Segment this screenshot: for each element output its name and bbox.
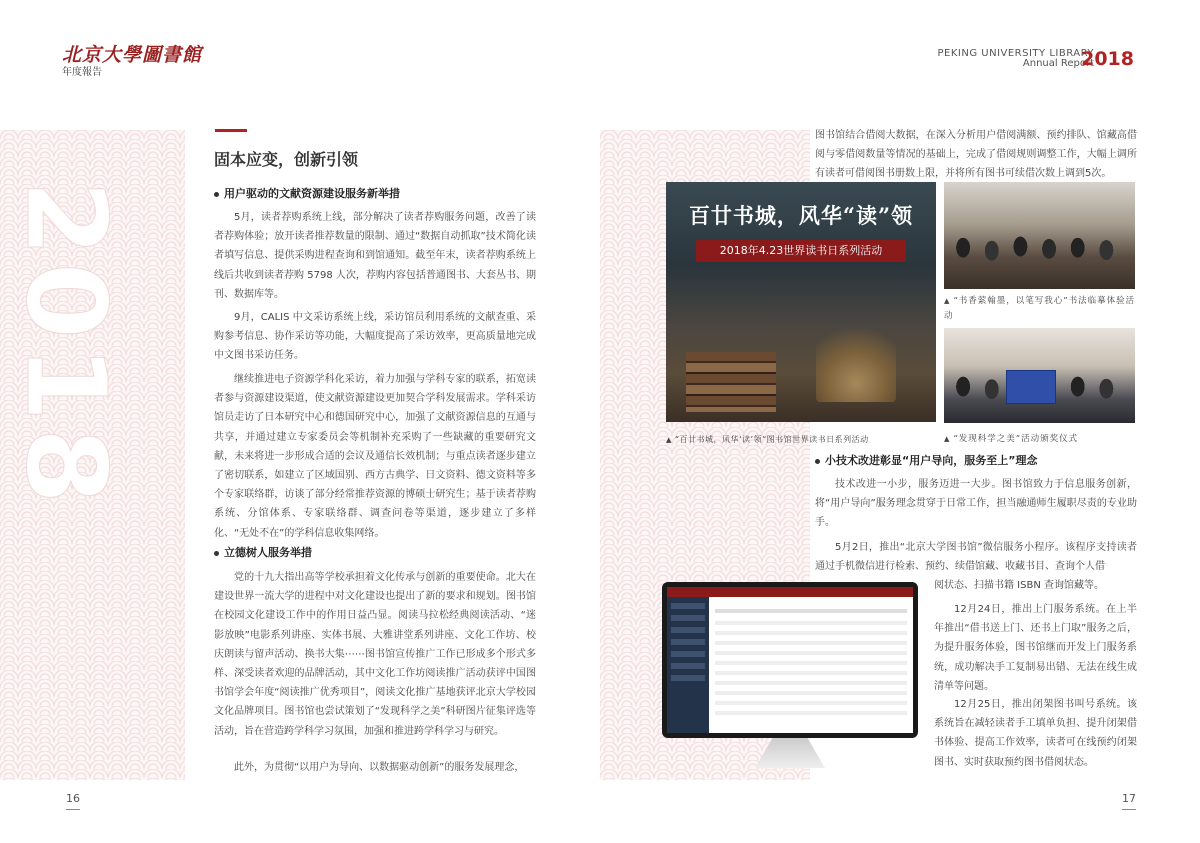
paragraph: 5月2日，推出“北京大学图书馆”微信服务小程序。该程序支持读者通过手机微信进行检索、预约、续借馆藏、收藏书目、查询个人借 — [815, 542, 1137, 573]
page-number-rule — [66, 809, 80, 810]
section-heading-resources: 用户驱动的文献资源建设服务新举措 — [214, 185, 400, 201]
paragraph: 阅状态、扫描书籍 ISBN 查询馆藏等。 — [934, 580, 1104, 591]
section-heading-tech: 小技术改进彰显“用户导向，服务至上”理念 — [815, 452, 1037, 468]
photo-title: 百廿书城，风华“读”领 — [688, 203, 914, 228]
library-logo: 北京大學圖書館 — [62, 44, 203, 66]
page-number-left: 16 — [66, 792, 80, 805]
header-year: 2018 — [1081, 48, 1134, 70]
paragraph: 图书馆结合借阅大数据，在深入分析用户借阅满额、预约排队、馆藏高借阅与零借阅数量等情况的基础上，完成了借阅规则调整工作，大幅上调所有读者可借阅图书册数上限，并将所有图书可续借次数上调到5次。 — [815, 130, 1137, 180]
reading-day-photo — [666, 182, 936, 422]
paragraph: 党的十九大指出高等学校承担着文化传承与创新的重要使命。北大在建设世界一流大学的进程中对文化建设也提出了新的要求和规划。图书馆在校园文化建设工作中的作用日益凸显。阅读马拉松经典阅读活动、“迷影放映”电影系列讲座、实体书展、大雅讲堂系列讲座、文化工作坊、校庆朗读与留声活动、换书大集⋯⋯图书馆宣传推广工作已形成多个形式多样、深受读者欢迎的品牌活动，其中文化工作坊阅读推广活动获评中国图书馆学会年度“阅读推广优秀项目”，阅读文化推广基地获评北京大学校园文化品牌项目。图书馆也尝试策划了“发现科学之美”科研图片征集评选等活动，旨在营造跨学科学习氛围，加强和推进跨学科学习与研究。 — [214, 572, 536, 737]
paragraph: 12月25日，推出闭架图书叫号系统。该系统旨在减轻读者手工填单负担、提升闭架借书体验、提高工作效率，读者可在线预约闭架图书、实时获取预约图书借阅状态。 — [934, 699, 1137, 768]
paragraph: 9月，CALIS 中文采访系统上线，采访馆员利用系统的文献查重、采购参考信息、协作采访等功能，大幅度提高了采访效率，更高质量地完成中文图书采访任务。 — [214, 312, 536, 362]
decorative-year: 2018 — [2, 180, 130, 511]
paragraph: 继续推进电子资源学科化采访，着力加强与学科专家的联系，拓宽读者参与资源建设渠道，使文献资源建设更加契合学科发展需求。学科采访馆员走访了日本研究中心和德国研究中心，加强了文献资源信息的互通与共享，并通过建立专家委员会等机制补充采购了一些缺藏的重要研究文献，未来将进一步形成合适的会议及通信长效机制；与重点读者逐步建立了密切联系，如建立了区域国别、西方古典学、日文资料、德文资料等多个专家联络群，访谈了部分经常推荐资源的博硕士研究生；基于读者荐购系统、分馆体系、专家联络群、调查问卷等渠道，逐步建立了多样化、“无处不在”的学科信息收集网络。 — [214, 374, 536, 539]
title-accent-bar — [215, 129, 247, 132]
header-annual-report: Annual Report — [1022, 58, 1094, 69]
section-heading-education: 立德树人服务举措 — [214, 544, 312, 560]
calligraphy-event-photo — [944, 182, 1135, 289]
monitor-screenshot — [662, 582, 918, 738]
science-award-photo — [944, 328, 1135, 423]
paragraph: 此外，为贯彻“以用户为导向、以数据驱动创新”的服务发展理念， — [234, 762, 525, 773]
page-number-right: 17 — [1122, 792, 1136, 805]
page-title: 固本应变，创新引领 — [214, 150, 359, 169]
paragraph: 12月24日，推出上门服务系统。在上半年推出“借书送上门、还书上门取”服务之后，为提升服务体验，图书馆继而开发上门服务系统，成功解决手工复制易出错、无法在线生成清单等问题。 — [934, 604, 1137, 692]
caption-science-award: ▲ “发现科学之美”活动颁奖仪式 — [944, 432, 1136, 447]
paragraph: 技术改进一小步，服务迈进一大步。图书馆致力于信息服务创新，将“用户导向”服务理念贯穿于日常工作，担当融通师生履职尽责的专业助手。 — [815, 479, 1137, 529]
lamp-image — [816, 312, 896, 402]
page-number-rule — [1122, 809, 1136, 810]
photo-banner: 2018年4.23世界读书日系列活动 — [696, 240, 906, 262]
books-image — [686, 352, 776, 412]
header-library-name: PEKING UNIVERSITY LIBRARY — [937, 48, 1094, 59]
caption-calligraphy: ▲ “书香萦翰墨，以笔写我心”书法临摹体验活动 — [944, 294, 1136, 324]
caption-reading-day: ▲ “百廿书城，风华‘读’领”图书馆世界读书日系列活动 — [666, 432, 936, 448]
report-subtitle: 年度報告 — [62, 67, 102, 78]
paragraph: 5月，读者荐购系统上线，部分解决了读者荐购服务问题，改善了读者荐购体验；放开读者推荐数量的限制、通过“数据自动抓取”技术简化读者填写信息、提供采购进程查询和到馆通知。截至年末，读者荐购系统上线后共收到读者荐购 5798 人次，荐购内容包括普通图书、大套丛书、期刊、数据库等。 — [214, 212, 536, 300]
